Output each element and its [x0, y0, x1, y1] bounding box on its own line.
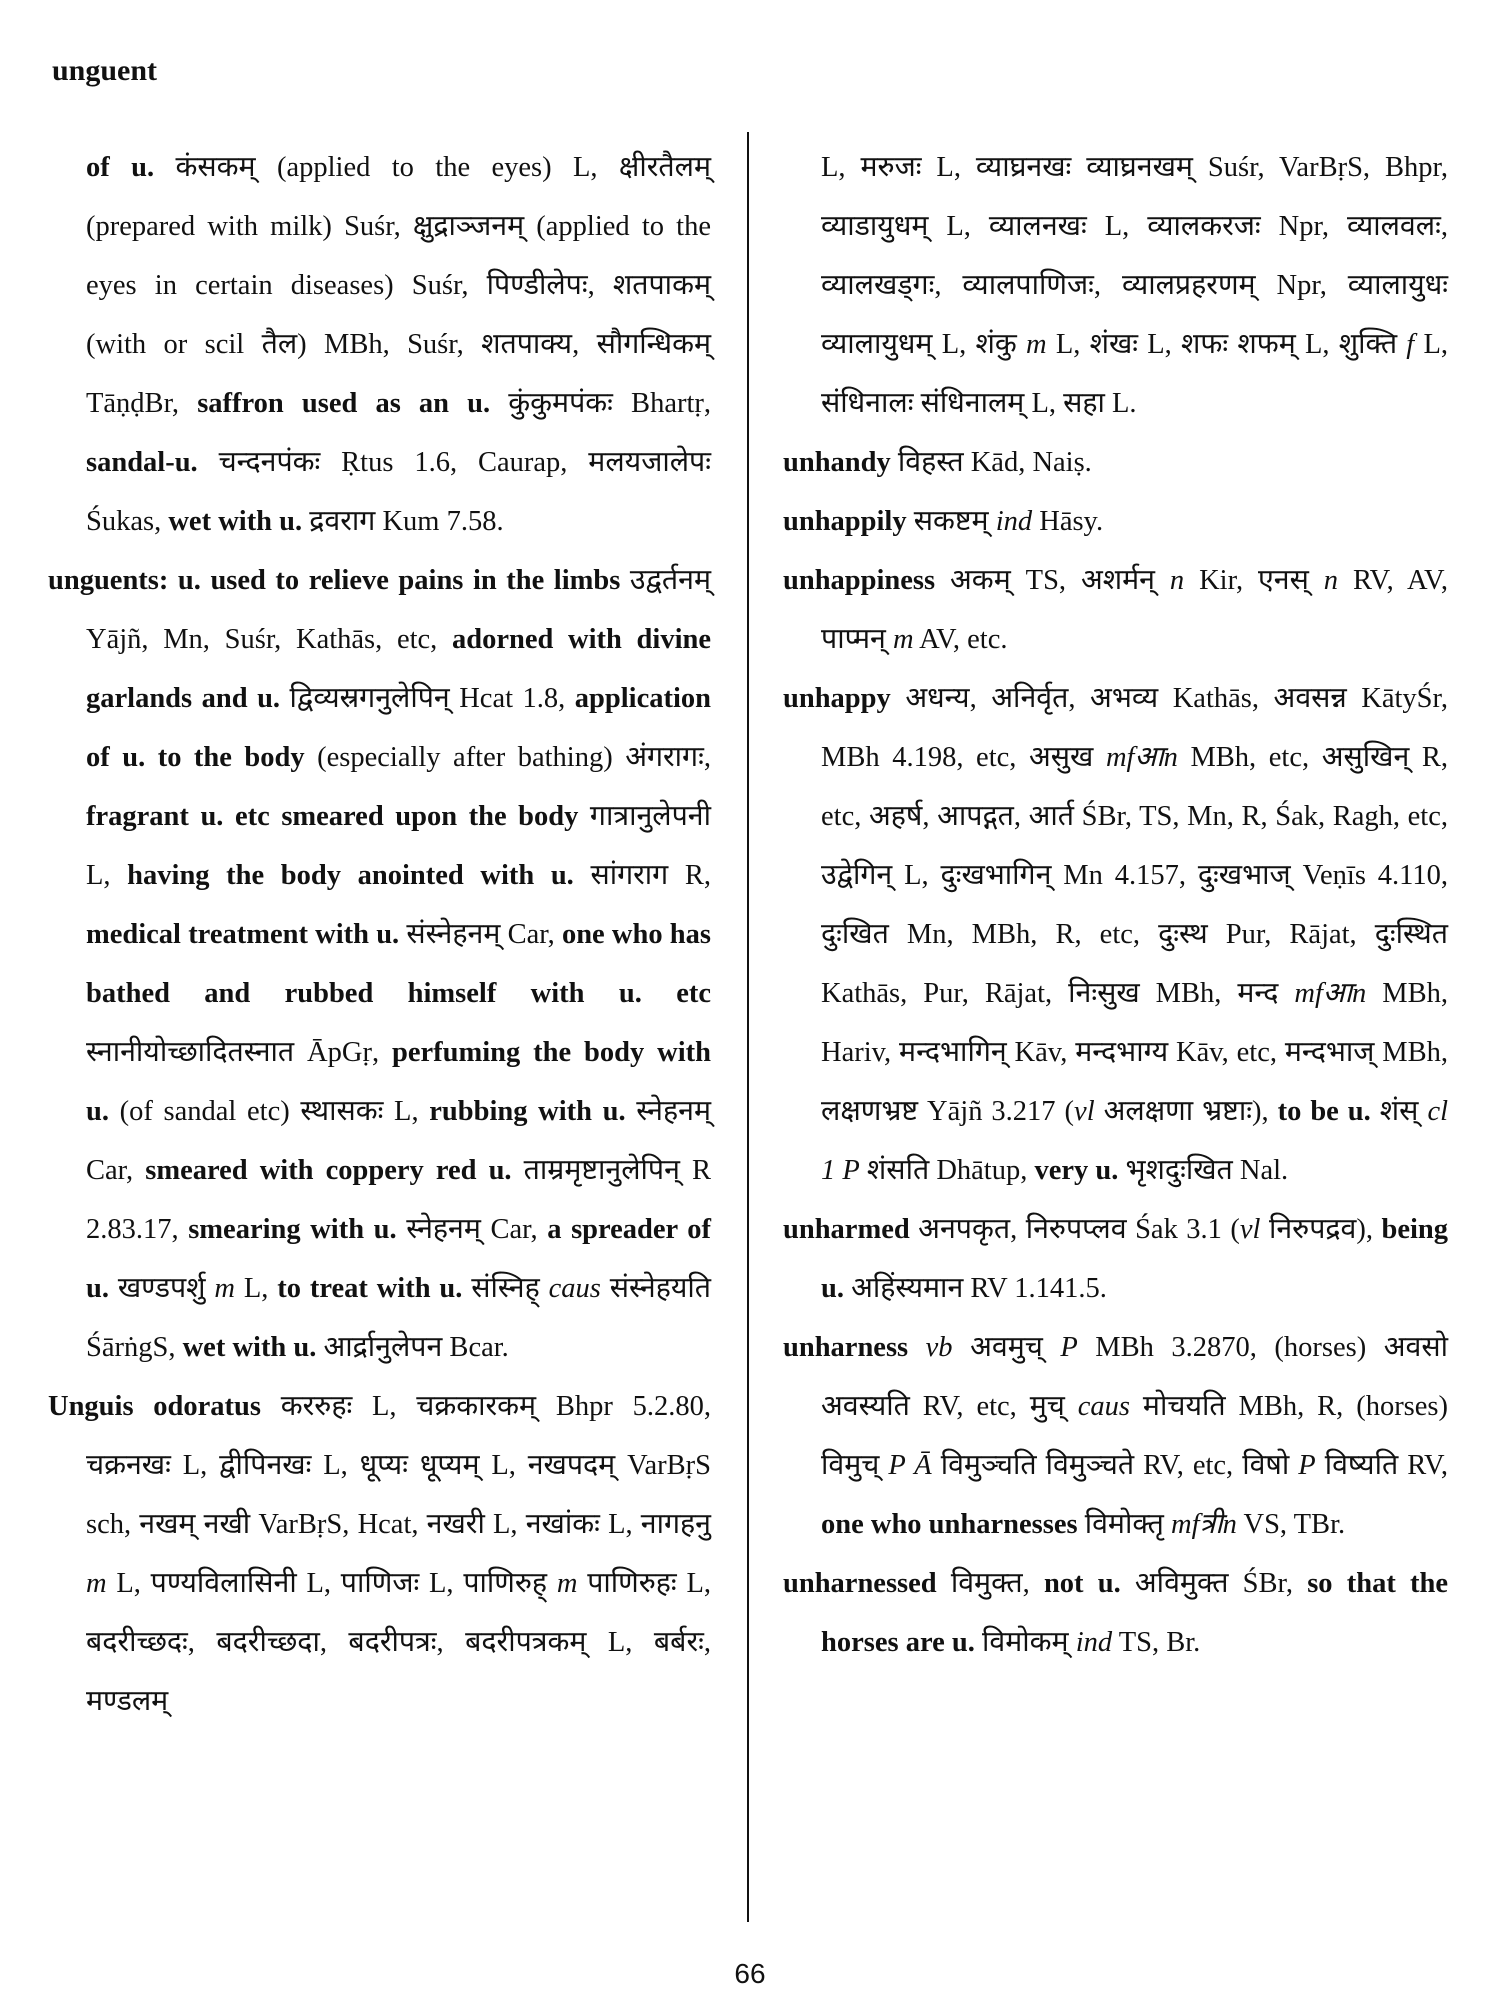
entry-grammar-label: m [556, 1568, 578, 1599]
entry-english-term: having the body anointed with u. [127, 860, 574, 891]
entry-english-term: unharmed [783, 1214, 910, 1245]
entry-text: अहिंस्यमान RV 1.141.5. [843, 1273, 1107, 1304]
entry-text: कंसकम् (applied to the eyes) L, क्षीरतैलम् (prepared with milk) Suśr, क्षुद्राञ्जनम् (applied to the eyes in certain diseases) Suśr, पिण्डीलेपः, शतपाकम् (with or scil तैल) MBh, Suśr, शतपाक्य, सौगन्धिकम् TāṇḍBr, [86, 152, 712, 419]
entry-text: अधन्य, अनिर्वृत, अभव्य Kathās, अवसन्न KātyŚr, MBh 4.198, etc, असुख [821, 683, 1448, 773]
entry-english-term: smearing with u. [188, 1214, 397, 1245]
entry-english-term: medical treatment with u. [86, 919, 400, 950]
entry-text: L, संधिनालः संधिनालम् L, सहा L. [821, 329, 1448, 419]
entry-english-term: being u. [821, 1214, 1449, 1304]
entry-text: मोचयति MBh, R, (horses) विमुच् [821, 1391, 1449, 1481]
entry-text: विमुञ्चति विमुञ्चते RV, etc, विषो [931, 1450, 1299, 1481]
entry-english-term: unhappiness [783, 565, 936, 596]
entry-text: L, मरुजः L, व्याघ्रनखः व्याघ्रनखम् Suśr, VarBṛS, Bhpr, व्याडायुधम् L, व्यालनखः L, व्यालकरजः Npr, व्यालवलः, व्यालखड्गः, व्यालपाणिजः, व्यालप्रहरणम् Npr, व्यालायुधः व्यालायुधम् L, शंकु [821, 152, 1448, 360]
entry-english-term: fragrant u. etc smeared upon the body [86, 801, 579, 832]
dictionary-entry [48, 1377, 711, 1731]
entry-grammar-label: vb [925, 1332, 953, 1363]
entry-text: संस्नेहयति ŚārṅgS, [86, 1273, 711, 1363]
entry-text: Hāsy. [1032, 506, 1104, 537]
entry-text: उद्वर्तनम् Yājñ, Mn, Suśr, Kathās, etc, [86, 565, 711, 655]
entry-text: सकष्टम् [906, 506, 996, 537]
entry-grammar-label: m [892, 624, 914, 655]
entry-text: L, पण्यविलासिनी L, पाणिजः L, पाणिरुह् [106, 1568, 557, 1599]
entry-english-term: so that the horses are u. [821, 1568, 1448, 1658]
entry-grammar-label: vl [1074, 1096, 1095, 1127]
right-column [783, 138, 1448, 1672]
entry-grammar-label: mfआn [1294, 978, 1367, 1009]
left-column [48, 138, 711, 1731]
entry-text: TS, Br. [1112, 1627, 1201, 1658]
dictionary-entry [783, 1318, 1448, 1554]
entry-grammar-label: caus [1077, 1391, 1131, 1422]
entry-english-term: rubbing with u. [429, 1096, 626, 1127]
entry-english-term: unharness [783, 1332, 909, 1363]
entry-grammar-label: mfत्रीn [1171, 1509, 1237, 1540]
entry-grammar-label: mfआn [1105, 742, 1178, 773]
entry-text: शंस् [1370, 1096, 1428, 1127]
entry-text: अवमुच् [952, 1332, 1061, 1363]
entry-text: संस्निह् [462, 1273, 549, 1304]
running-headword: unguent [52, 54, 158, 87]
entry-text: (of sandal etc) स्थासकः L, [108, 1096, 430, 1127]
dictionary-entry [783, 492, 1448, 551]
entry-grammar-label: vl [1239, 1214, 1261, 1245]
entry-english-term: adorned with divine garlands and u. [86, 624, 711, 714]
entry-english-term: not u. [1043, 1568, 1121, 1599]
entry-text: निरुपद्रव), [1260, 1214, 1382, 1245]
entry-grammar-label: P Ā [888, 1450, 932, 1481]
entry-text: खण्डपर्शु [108, 1273, 215, 1304]
entry-grammar-label: n [1323, 565, 1339, 596]
entry-text: RV, AV, पाप्मन् [821, 565, 1448, 655]
entry-english-term: of u. [86, 152, 176, 183]
entry-text: अविमुक्त ŚBr, [1120, 1568, 1308, 1599]
entry-text: कुंकुमपंकः Bhartṛ, [490, 388, 711, 419]
dictionary-entry [783, 433, 1448, 492]
entry-english-term: one who unharnesses [821, 1509, 1078, 1540]
entry-text: अनपकृत, निरुपप्लव Śak 3.1 ( [909, 1214, 1240, 1245]
entry-english-term: a spreader of u. [86, 1214, 712, 1304]
entry-grammar-label: f [1406, 329, 1415, 360]
entry-english-term: application of u. to the body [86, 683, 711, 773]
entry-text: आर्द्रानुलेपन Bcar. [316, 1332, 509, 1363]
entry-text: L, शंखः L, शफः शफम् L, शुक्ति [1046, 329, 1407, 360]
entry-english-term: unhappy [783, 683, 891, 714]
entry-text: AV, etc. [913, 624, 1008, 655]
entry-grammar-label: m [214, 1273, 235, 1304]
entry-english-term: unharnessed [783, 1568, 937, 1599]
entry-grammar-label: m [1025, 329, 1047, 360]
entry-english-term: smeared with coppery red u. [145, 1155, 512, 1186]
entry-english-term: perfuming the body with u. [86, 1037, 711, 1127]
entry-english-term: unguents: u. used to relieve pains in the limbs [48, 565, 621, 596]
entry-text: द्रवराग Kum 7.58. [302, 506, 504, 537]
entry-text: विमुक्त, [936, 1568, 1044, 1599]
entry-text [908, 1332, 926, 1363]
entry-text: स्नेहनम् Car, [86, 1096, 711, 1186]
dictionary-entry-continued [48, 138, 711, 551]
entry-text: संस्नेहनम् Car, [399, 919, 562, 950]
entry-grammar-label: cl 1 P [821, 1096, 1449, 1186]
entry-text: विमोक्तृ [1077, 1509, 1171, 1540]
column-divider [747, 132, 749, 1922]
entry-grammar-label: P [1298, 1450, 1316, 1481]
entry-text: स्नेहनम् Car, [396, 1214, 548, 1245]
entry-english-term: saffron used as an u. [197, 388, 491, 419]
entry-text: भृशदुःखित Nal. [1118, 1155, 1289, 1186]
entry-text: विमोकम् [974, 1627, 1076, 1658]
dictionary-entry [48, 551, 711, 1377]
entry-text: (especially after bathing) अंगरागः, [304, 742, 711, 773]
entry-text: MBh, etc, असुखिन् R, etc, अहर्ष, आपद्गत, आर्त ŚBr, TS, Mn, R, Śak, Ragh, etc, उद्वेगिन् L, दुःखभागिन् Mn 4.157, दुःखभाज् Veṇīs 4.110, दुःखित Mn, MBh, R, etc, दुःस्थ Pur, Rājat, दुःस्थित Kathās, Pur, Rājat, निःसुख MBh, मन्द [821, 742, 1448, 1009]
entry-grammar-label: ind [995, 506, 1033, 537]
entry-text: द्विव्यस्रगनुलेपिन् Hcat 1.8, [280, 683, 575, 714]
dictionary-entry [783, 669, 1448, 1200]
entry-grammar-label: ind [1075, 1627, 1113, 1658]
entry-english-term: to be u. [1277, 1096, 1371, 1127]
entry-text: अलक्षणा भ्रष्टाः), [1094, 1096, 1278, 1127]
entry-english-term: wet with u. [168, 506, 303, 537]
entry-text: Kir, एनस् [1184, 565, 1324, 596]
entry-text: विहस्त Kād, Naiṣ. [890, 447, 1092, 478]
entry-grammar-label: P [1060, 1332, 1078, 1363]
entry-english-term: wet with u. [182, 1332, 317, 1363]
entry-english-term: sandal-u. [86, 447, 198, 478]
dictionary-entry-continued [783, 138, 1448, 433]
entry-text: सांगराग R, [573, 860, 711, 891]
dictionary-entry [783, 551, 1448, 669]
page-number: 66 [734, 1958, 766, 1989]
entry-text: कररुहः L, चक्रकारकम् Bhpr 5.2.80, चक्रनखः L, द्वीपिनखः L, धूप्यः धूप्यम् L, नखपदम् VarBṛS sch, नखम् नखी VarBṛS, Hcat, नखरी L, नखांकः L, नागहनु [86, 1391, 711, 1540]
dictionary-entry [783, 1554, 1448, 1672]
entry-text: ताम्रमृष्टानुलेपिन् R 2.83.17, [86, 1155, 712, 1245]
entry-english-term: Unguis odoratus [48, 1391, 261, 1422]
entry-text: अकम् TS, अशर्मन् [935, 565, 1170, 596]
dictionary-entry [783, 1200, 1448, 1318]
entry-text: शंसति Dhātup, [859, 1155, 1035, 1186]
entry-text: MBh, Hariv, मन्दभागिन् Kāv, मन्दभाग्य Kāv, etc, मन्दभाज् MBh, लक्षणभ्रष्ट Yājñ 3.217 ( [821, 978, 1448, 1127]
entry-text: L, [234, 1273, 278, 1304]
entry-grammar-label: caus [548, 1273, 601, 1304]
entry-english-term: unhappily [783, 506, 907, 537]
entry-english-term: unhandy [783, 447, 891, 478]
entry-text: पाणिरुहः L, बदरीच्छदः, बदरीच्छदा, बदरीपत्रः, बदरीपत्रकम् L, बर्बरः, मण्डलम् [86, 1568, 711, 1717]
entry-text: विष्यति RV, [1315, 1450, 1448, 1481]
entry-text: स्नानीयोच्छादितस्नात ĀpGṛ, [86, 1037, 392, 1068]
entry-english-term: one who has bathed and rubbed himself with u. etc [86, 919, 711, 1009]
entry-text: गात्रानुलेपनी L, [86, 801, 711, 891]
entry-text: VS, TBr. [1236, 1509, 1346, 1540]
entry-text: चन्दनपंकः Ṛtus 1.6, Caurap, मलयजालेपः Śukas, [86, 447, 711, 537]
entry-english-term: very u. [1034, 1155, 1119, 1186]
entry-grammar-label: m [86, 1568, 107, 1599]
entry-text: MBh 3.2870, (horses) अवसो अवस्यति RV, etc, मुच् [821, 1332, 1448, 1422]
entry-grammar-label: n [1169, 565, 1185, 596]
entry-english-term: to treat with u. [277, 1273, 463, 1304]
